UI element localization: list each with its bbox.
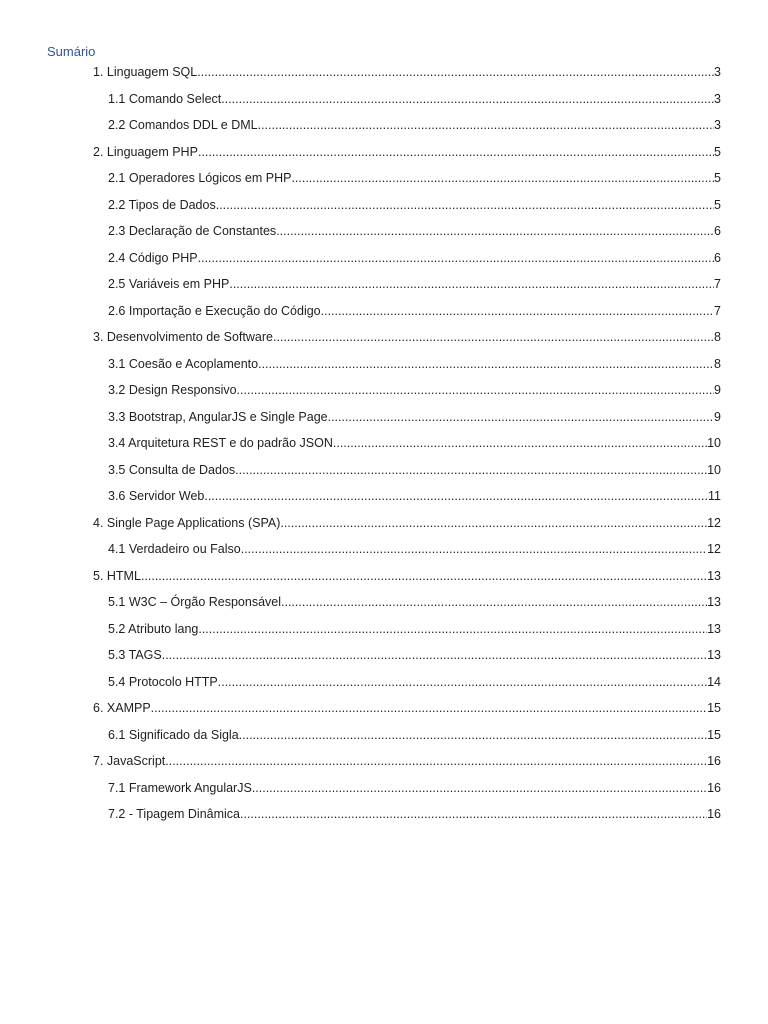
toc-page-number: 16: [707, 754, 721, 768]
toc-subentry: [93, 589, 721, 616]
dot-leader: [252, 775, 707, 802]
toc-page-number: 14: [707, 674, 721, 689]
toc-entry-title: 5. HTML: [93, 568, 141, 583]
toc-subentry: [93, 192, 721, 219]
toc-entry-title: 3.2 Design Responsivo: [108, 383, 237, 397]
toc-entry-title: 7.1 Framework AngularJS: [108, 780, 252, 795]
toc-subentry: [93, 642, 721, 669]
toc-page-number: 8: [714, 356, 721, 371]
toc-page-number: 13: [707, 568, 721, 583]
toc-entry-title: 2.1 Operadores Lógicos em PHP: [108, 171, 292, 185]
toc-entry-title: 1. Linguagem SQL: [93, 65, 198, 79]
dot-leader: [198, 616, 707, 643]
dot-leader: [273, 324, 714, 351]
toc-subentry: [93, 218, 721, 245]
toc-entry-title: 2. Linguagem PHP: [93, 144, 198, 159]
toc-subentry: [93, 616, 721, 643]
toc-subentry: [93, 271, 721, 298]
toc-page-number: 7: [714, 303, 721, 318]
toc-page-number: 5: [714, 197, 721, 212]
dot-leader: [162, 642, 707, 669]
toc-entry-title: 2.4 Código PHP: [108, 250, 198, 265]
table-of-contents: [93, 59, 721, 828]
toc-entry-title: 3.5 Consulta de Dados: [108, 462, 236, 477]
dot-leader: [218, 669, 707, 696]
toc-page-number: 6: [714, 250, 721, 265]
dot-leader: [241, 536, 707, 563]
toc-page-number: 15: [707, 701, 721, 715]
dot-leader: [258, 112, 714, 139]
toc-entry: [93, 324, 721, 351]
toc-page-number: 5: [714, 144, 721, 159]
dot-leader: [328, 404, 714, 431]
dot-leader: [258, 351, 714, 378]
toc-entry: [93, 139, 721, 166]
toc-entry-title: 3. Desenvolvimento de Software: [93, 330, 273, 344]
toc-subentry: [93, 351, 721, 378]
toc-page-number: 16: [707, 780, 721, 795]
toc-subentry: [93, 86, 721, 113]
toc-page-number: 13: [707, 621, 721, 636]
dot-leader: [198, 139, 714, 166]
toc-entry-title: 3.4 Arquitetura REST e do padrão JSON: [108, 436, 333, 450]
dot-leader: [151, 695, 707, 722]
toc-subentry: [93, 457, 721, 484]
toc-entry-title: 2.3 Declaração de Constantes: [108, 224, 277, 238]
toc-page-number: 9: [714, 383, 721, 397]
toc-subentry: [93, 536, 721, 563]
toc-entry-title: 3.3 Bootstrap, AngularJS e Single Page: [108, 409, 328, 424]
toc-subentry: [93, 377, 721, 404]
dot-leader: [198, 245, 714, 272]
toc-page-number: 8: [714, 330, 721, 344]
dot-leader: [237, 377, 715, 404]
toc-entry: [93, 59, 721, 86]
toc-entry-title: 5.1 W3C – Órgão Responsável: [108, 595, 282, 609]
toc-subentry: [93, 298, 721, 325]
toc-subentry: [93, 669, 721, 696]
toc-page-number: 3: [714, 118, 721, 132]
toc-subentry: [93, 722, 721, 749]
toc-entry-title: 2.5 Variáveis em PHP: [108, 277, 230, 291]
toc-entry-title: 3.1 Coesão e Acoplamento: [108, 356, 259, 371]
toc-page-number: 15: [707, 727, 721, 742]
toc-entry-title: 7.2 - Tipagem Dinâmica: [108, 807, 241, 821]
toc-subentry: [93, 112, 721, 139]
toc-page-number: 9: [714, 409, 721, 424]
dot-leader: [197, 59, 714, 86]
toc-entry-title: 6. XAMPP: [93, 701, 151, 715]
toc-page-number: 13: [707, 595, 721, 609]
dot-leader: [221, 86, 714, 113]
toc-entry-title: 2.6 Importação e Execução do Código: [108, 303, 321, 318]
toc-page-number: 7: [714, 277, 721, 291]
toc-page-number: 16: [707, 807, 721, 821]
toc-entry-title: 5.4 Protocolo HTTP: [108, 674, 218, 689]
toc-entry-title: 3.6 Servidor Web: [108, 489, 205, 503]
dot-leader: [165, 748, 707, 775]
toc-subentry: [93, 165, 721, 192]
toc-subentry: [93, 801, 721, 828]
toc-page-number: 10: [707, 462, 721, 477]
dot-leader: [281, 589, 707, 616]
toc-entry-title: 2.2 Tipos de Dados: [108, 197, 216, 212]
toc-entry: [93, 510, 721, 537]
toc-page-number: 11: [708, 489, 721, 503]
toc-page-number: 3: [714, 91, 721, 106]
toc-entry-title: 4.1 Verdadeiro ou Falso: [108, 542, 241, 556]
toc-subentry: [93, 404, 721, 431]
dot-leader: [204, 483, 708, 510]
toc-page-number: 5: [714, 171, 721, 185]
toc-page-number: 10: [707, 436, 721, 450]
toc-entry-title: 5.2 Atributo lang: [108, 621, 199, 636]
toc-entry-title: 6.1 Significado da Sigla: [108, 727, 239, 742]
toc-page-number: 3: [714, 65, 721, 79]
toc-subentry: [93, 775, 721, 802]
dot-leader: [239, 722, 707, 749]
toc-entry-title: 5.3 TAGS: [108, 648, 162, 662]
toc-entry-title: 1.1 Comando Select: [108, 91, 222, 106]
dot-leader: [235, 457, 707, 484]
dot-leader: [141, 563, 707, 590]
toc-entry: [93, 695, 721, 722]
toc-heading: Sumário: [47, 44, 96, 59]
toc-entry-title: 4. Single Page Applications (SPA): [93, 515, 281, 530]
dot-leader: [216, 192, 714, 219]
toc-subentry: [93, 483, 721, 510]
toc-subentry: [93, 245, 721, 272]
toc-page-number: 12: [707, 515, 721, 530]
toc-page-number: 6: [714, 224, 721, 238]
toc-page-number: 13: [707, 648, 721, 662]
toc-page-number: 12: [707, 542, 721, 556]
toc-subentry: [93, 430, 721, 457]
toc-entry-title: 7. JavaScript: [93, 754, 166, 768]
dot-leader: [280, 510, 707, 537]
dot-leader: [240, 801, 707, 828]
dot-leader: [229, 271, 714, 298]
toc-entry: [93, 563, 721, 590]
dot-leader: [276, 218, 714, 245]
toc-entry-title: 2.2 Comandos DDL e DML: [108, 118, 258, 132]
dot-leader: [291, 165, 714, 192]
dot-leader: [321, 298, 714, 325]
toc-entry: [93, 748, 721, 775]
dot-leader: [333, 430, 707, 457]
